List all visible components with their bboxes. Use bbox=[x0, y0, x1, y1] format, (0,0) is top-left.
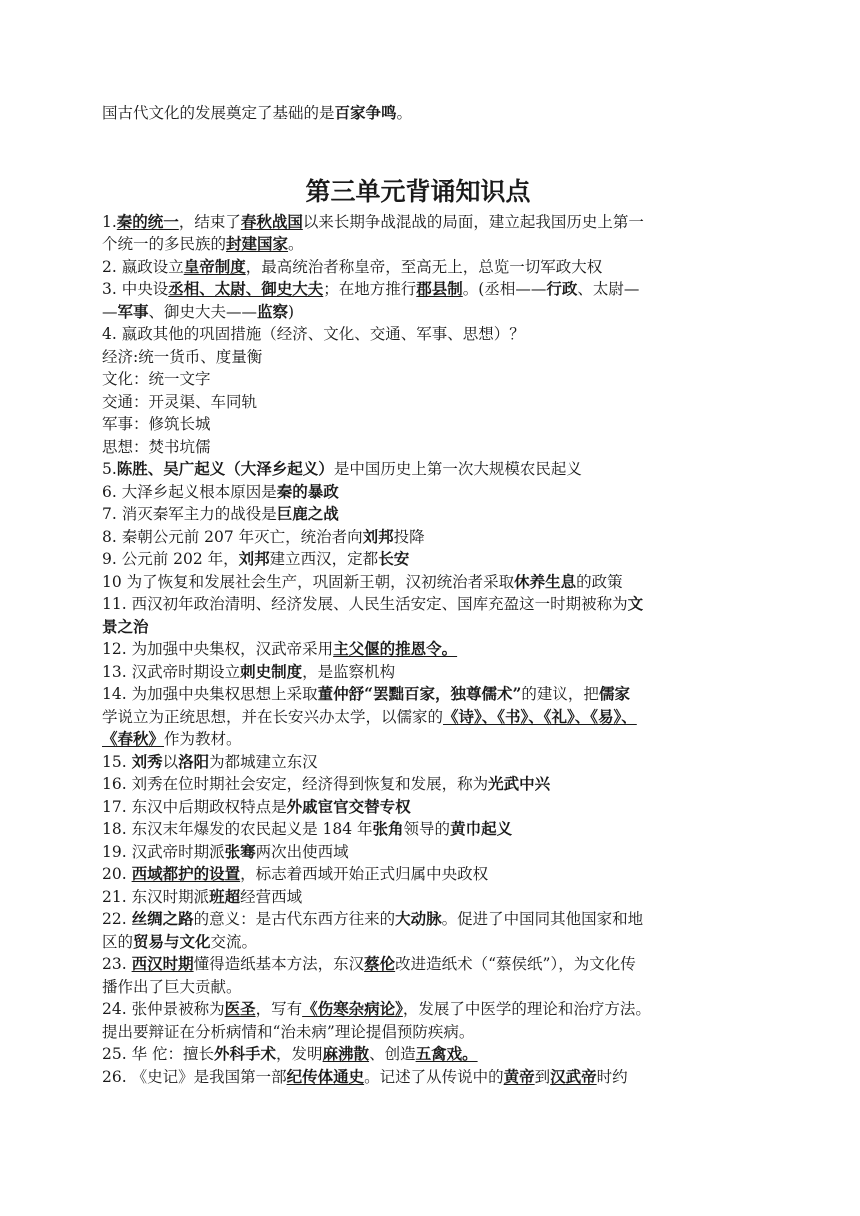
text-line bbox=[102, 683, 734, 706]
text-segment: ，发明 bbox=[276, 1045, 323, 1063]
key-term: 黄巾起义 bbox=[450, 819, 513, 838]
text-segment: 15. bbox=[102, 752, 132, 771]
text-line bbox=[102, 886, 734, 909]
text-line bbox=[102, 773, 734, 796]
text-segment: 军事：修筑长城 bbox=[102, 415, 211, 433]
text-segment: ，写有 bbox=[255, 1000, 303, 1018]
text-segment: 以来长期争战混战的局面，建立起我国历史上第一 bbox=[302, 212, 644, 231]
text-segment: 3. 中央设 bbox=[102, 280, 169, 298]
key-term: 秦的暴政 bbox=[276, 481, 339, 501]
key-term: 《诗》、《书》、《礼》、《易》、 bbox=[443, 706, 637, 726]
key-term: 洛阳 bbox=[178, 751, 210, 771]
text-line bbox=[102, 233, 734, 256]
text-segment: 个统一的多民族的 bbox=[102, 235, 227, 253]
text-segment: 11. 西汉初年政治清明、经济发展、人民生活安定、国库充盈这一时期被称为 bbox=[102, 595, 628, 613]
text-segment: 两次出使西域 bbox=[255, 842, 349, 861]
key-term: 蔡伦 bbox=[364, 954, 396, 973]
text-line bbox=[102, 796, 734, 819]
text-segment: 懂得造纸基本方法，东汉 bbox=[193, 955, 365, 973]
key-term: 郡县制 bbox=[416, 279, 463, 298]
text-segment: 。 bbox=[288, 235, 304, 253]
text-segment: 、御史大夫—— bbox=[148, 302, 258, 321]
text-segment: 区的 bbox=[102, 932, 134, 951]
text-line bbox=[102, 863, 734, 886]
text-line bbox=[102, 481, 734, 504]
text-line bbox=[102, 548, 734, 571]
key-term: 刘邦 bbox=[362, 526, 394, 546]
text-line bbox=[102, 1021, 734, 1044]
text-segment: 的建议，把 bbox=[521, 685, 599, 703]
key-term: 行政 bbox=[546, 279, 578, 298]
text-segment: 改进造纸术（“蔡侯纸”），为文化传 bbox=[395, 955, 636, 973]
text-segment: 的政策 bbox=[576, 572, 623, 591]
text-line bbox=[102, 616, 734, 639]
text-segment: 6. 大泽乡起义根本原因是 bbox=[102, 482, 277, 501]
text-segment: 国古代文化的发展奠定了基础的是 bbox=[102, 104, 335, 122]
text-segment: 4. 嬴政其他的巩固措施（经济、文化、交通、军事、思想）？ bbox=[102, 325, 525, 343]
text-line bbox=[102, 256, 734, 279]
text-segment: ，是监察机构 bbox=[302, 662, 396, 681]
text-line bbox=[102, 346, 734, 369]
key-term: 景之治 bbox=[102, 616, 149, 636]
text-line bbox=[102, 706, 734, 729]
text-line bbox=[102, 953, 734, 976]
key-term: 麻沸散 bbox=[322, 1044, 370, 1063]
text-segment: 22. bbox=[102, 910, 132, 928]
key-term: 西域都护的设置 bbox=[131, 864, 241, 883]
key-term: 张骞 bbox=[224, 841, 256, 861]
text-line bbox=[102, 751, 734, 774]
text-line bbox=[102, 211, 734, 234]
text-segment: 18. 东汉末年爆发的农民起义是 184 年 bbox=[102, 820, 373, 838]
text-segment: 21. 东汉时期派 bbox=[102, 887, 210, 906]
text-segment: 24. 张仲景被称为 bbox=[102, 1000, 225, 1018]
key-term: 张角 bbox=[372, 819, 404, 838]
text-segment: 17. 东汉中后期政权特点是 bbox=[102, 797, 287, 816]
text-line bbox=[102, 998, 734, 1021]
key-term: 刺史制度 bbox=[240, 661, 303, 681]
text-segment: 以 bbox=[162, 752, 179, 771]
text-line bbox=[102, 593, 734, 616]
key-term: 黄帝 bbox=[503, 1066, 535, 1086]
text-segment: — bbox=[102, 302, 118, 321]
text-segment: 时约 bbox=[596, 1067, 628, 1086]
text-line bbox=[102, 931, 734, 954]
text-segment: 7. 消灭秦军主力的战役是 bbox=[102, 505, 277, 523]
text-segment: 投降 bbox=[393, 527, 425, 546]
text-line bbox=[102, 278, 734, 301]
text-line bbox=[102, 661, 734, 684]
text-segment: 16. 刘秀在位时期社会安定，经济得到恢复和发展，称为 bbox=[102, 775, 489, 793]
key-term: 外科手术 bbox=[214, 1044, 277, 1063]
key-term: 刘秀 bbox=[131, 751, 163, 771]
intro-line bbox=[102, 102, 734, 125]
text-line bbox=[102, 1043, 734, 1066]
text-line bbox=[102, 391, 734, 414]
key-term: 刘邦 bbox=[238, 549, 270, 568]
text-segment: 9. 公元前 202 年， bbox=[102, 550, 239, 568]
text-segment: 提出要辩证在分析病情和“治未病”理论提倡预防疾病。 bbox=[102, 1022, 475, 1041]
text-line bbox=[102, 368, 734, 391]
text-segment: 14. 为加强中央集权思想上采取 bbox=[102, 685, 318, 703]
document-page bbox=[102, 102, 734, 1088]
text-line bbox=[102, 323, 734, 346]
key-term: 儒家 bbox=[598, 684, 630, 703]
key-term: 班超 bbox=[209, 886, 241, 906]
key-term: 大动脉 bbox=[395, 909, 442, 928]
text-line bbox=[102, 301, 734, 324]
text-segment: ；在地方推行 bbox=[323, 280, 417, 298]
text-segment: 19. 汉武帝时期派 bbox=[102, 842, 225, 861]
key-term: 秦的统一 bbox=[116, 211, 179, 231]
text-segment: 经营西域 bbox=[240, 887, 303, 906]
text-segment: 5. bbox=[102, 460, 117, 478]
text-segment: 23. bbox=[102, 955, 132, 973]
key-term: 巨鹿之战 bbox=[276, 504, 339, 523]
text-line bbox=[102, 458, 734, 481]
text-segment: 25. 华 佗：擅长 bbox=[102, 1045, 215, 1063]
text-segment: 10 为了恢复和发展社会生产，巩固新王朝，汉初统治者采取 bbox=[102, 572, 515, 591]
text-segment: 20. bbox=[102, 865, 132, 883]
key-term: 封建国家 bbox=[226, 234, 289, 253]
text-segment: ，最高统治者称皇帝，至高无上，总览一切军政大权 bbox=[245, 257, 603, 276]
text-segment: 交流。 bbox=[210, 932, 258, 951]
key-term: 西汉时期 bbox=[131, 954, 194, 973]
text-segment: 1. bbox=[102, 212, 117, 231]
key-term: 丞相、太尉、御史大夫 bbox=[168, 279, 324, 298]
knowledge-points bbox=[102, 211, 734, 1089]
key-term: 五禽戏。 bbox=[415, 1044, 478, 1063]
key-term: 外戚宦官交替专权 bbox=[286, 796, 411, 816]
text-segment: 作为教材。 bbox=[164, 730, 242, 748]
text-segment: 是中国历史上第一次大规模农民起义 bbox=[333, 460, 582, 478]
key-term: 军事 bbox=[117, 301, 149, 321]
key-term: 贸易与文化 bbox=[133, 931, 211, 951]
text-line bbox=[102, 503, 734, 526]
text-segment: 。 bbox=[396, 104, 413, 122]
text-segment: 为都城建立东汉 bbox=[209, 752, 318, 771]
text-segment: 13. 汉武帝时期设立 bbox=[102, 662, 241, 681]
text-segment: 26. 《史记》是我国第一部 bbox=[102, 1067, 287, 1086]
text-segment: ，标志着西域开始正式归属中央政权 bbox=[240, 865, 489, 883]
text-segment: ) bbox=[288, 302, 295, 321]
key-term: 丝绸之路 bbox=[131, 909, 194, 928]
text-line bbox=[102, 638, 734, 661]
text-segment: 8. 秦朝公元前 207 年灭亡，统治者向 bbox=[102, 527, 363, 546]
text-segment: 经济:统一货币、度量衡 bbox=[102, 347, 263, 366]
key-term: 医圣 bbox=[224, 999, 256, 1018]
text-segment: 文化：统一文字 bbox=[102, 370, 211, 388]
key-term: 文 bbox=[627, 594, 644, 613]
text-segment: 的意义：是古代东西方往来的 bbox=[193, 910, 396, 928]
key-term: 监察 bbox=[257, 301, 289, 321]
text-line bbox=[102, 436, 734, 459]
text-line bbox=[102, 976, 734, 999]
text-line bbox=[102, 1066, 734, 1089]
text-line bbox=[102, 571, 734, 594]
text-segment: ，结束了 bbox=[178, 212, 241, 231]
text-line bbox=[102, 526, 734, 549]
key-term: 光武中兴 bbox=[488, 774, 551, 793]
text-segment: 。(丞相—— bbox=[462, 280, 547, 298]
text-segment: 。记述了从传说中的 bbox=[364, 1067, 504, 1086]
text-segment: ，发展了中医学的理论和治疗方法。 bbox=[402, 1000, 651, 1018]
key-term: 主父偃的推恩令。 bbox=[333, 639, 458, 658]
text-line bbox=[102, 413, 734, 436]
key-term: 汉武帝 bbox=[550, 1066, 597, 1086]
text-segment: 。促进了中国同其他国家和地 bbox=[441, 910, 644, 928]
text-line bbox=[102, 841, 734, 864]
text-segment: 到 bbox=[534, 1067, 551, 1086]
text-line bbox=[102, 818, 734, 841]
text-segment: 、创造 bbox=[369, 1045, 416, 1063]
key-term: 春秋战国 bbox=[240, 211, 303, 231]
key-term: 百家争鸣 bbox=[334, 103, 397, 122]
text-line bbox=[102, 728, 734, 751]
text-segment: 思想：焚书坑儒 bbox=[102, 437, 211, 456]
key-term: 休养生息 bbox=[514, 571, 577, 591]
key-term: 《伤寒杂病论》 bbox=[302, 999, 403, 1018]
key-term: 纪传体通史 bbox=[286, 1066, 365, 1086]
key-term: 《春秋》 bbox=[102, 729, 165, 748]
text-segment: 建立西汉，定都 bbox=[269, 550, 379, 568]
text-segment: 领导的 bbox=[403, 820, 451, 838]
key-term: 皇帝制度 bbox=[183, 256, 246, 276]
text-segment: 学说立为正统思想，并在长安兴办太学，以儒家的 bbox=[102, 707, 444, 726]
key-term: 董仲舒“罢黜百家，独尊儒术” bbox=[317, 684, 522, 703]
text-line bbox=[102, 908, 734, 931]
text-segment: 交通：开灵渠、车同轨 bbox=[102, 392, 258, 411]
text-segment: 播作出了巨大贡献。 bbox=[102, 977, 242, 996]
text-segment: 12. 为加强中央集权，汉武帝采用 bbox=[102, 640, 334, 658]
text-segment: 、太尉— bbox=[577, 280, 640, 298]
key-term: 长安 bbox=[378, 549, 410, 568]
key-term: 陈胜、吴广起义（大泽乡起义） bbox=[116, 459, 334, 478]
section-title: 第三单元背诵知识点 bbox=[305, 176, 531, 206]
text-segment: 2. 嬴政设立 bbox=[102, 257, 184, 276]
